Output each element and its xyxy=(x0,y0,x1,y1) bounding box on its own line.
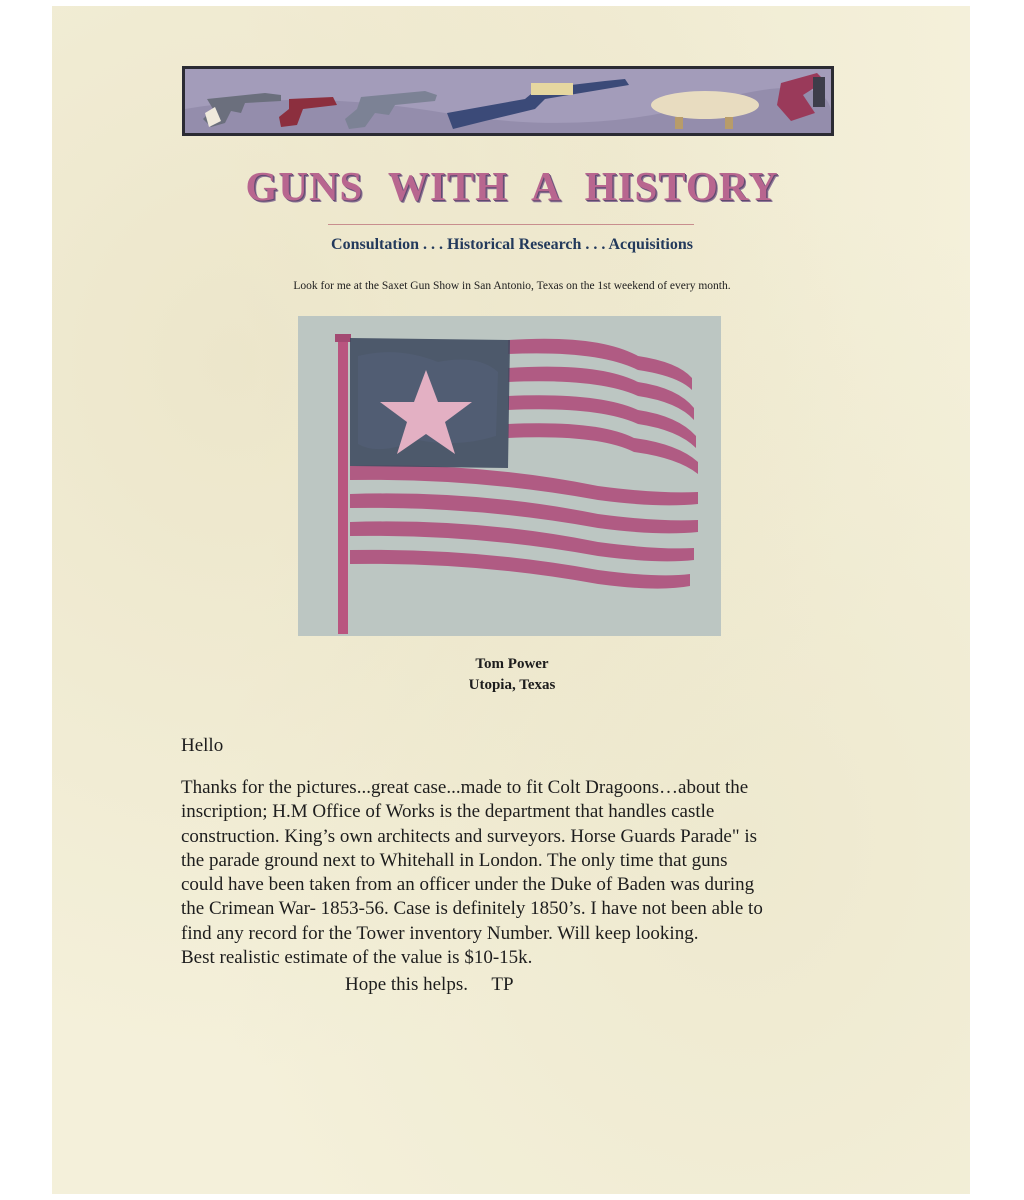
letter-line: could have been taken from an officer under the Duke of Baden was during xyxy=(181,874,755,896)
author-location: Utopia, Texas xyxy=(468,677,556,693)
letter-closing: Hope this helps. TP xyxy=(345,974,514,995)
gun-show-notice: Look for me at the Saxet Gun Show in San Antonio, Texas on the 1st weekend of every month. xyxy=(293,280,731,292)
lone-star-flag-icon xyxy=(298,316,721,636)
page-title: GUNS WITH A HISTORY xyxy=(245,163,779,209)
letter-line: Best realistic estimate of the value is $10-15k. xyxy=(181,947,533,969)
firearms-icon xyxy=(185,69,831,133)
letter-line: construction. King’s own architects and surveyors. Horse Guards Parade" is xyxy=(181,825,758,847)
letter-line: find any record for the Tower inventory Number. Will keep looking. xyxy=(181,922,699,944)
author-name: Tom Power xyxy=(475,656,549,672)
letter-body xyxy=(181,776,871,970)
services-tagline: Consultation . . . Historical Research . . . Acquisitions xyxy=(331,236,693,253)
letter-line: the parade ground next to Whitehall in London. The only time that guns xyxy=(181,849,728,871)
antique-guns-banner xyxy=(182,66,834,136)
letter-line: Thanks for the pictures...great case...made to fit Colt Dragoons…about the xyxy=(181,777,749,798)
letter-line: inscription; H.M Office of Works is the department that handles castle xyxy=(181,801,715,823)
title-divider xyxy=(328,224,694,225)
letter-greeting: Hello xyxy=(181,735,224,756)
flag-image xyxy=(298,316,721,636)
letter-line: the Crimean War- 1853-56. Case is definitely 1850’s. I have not been able to xyxy=(181,898,763,920)
